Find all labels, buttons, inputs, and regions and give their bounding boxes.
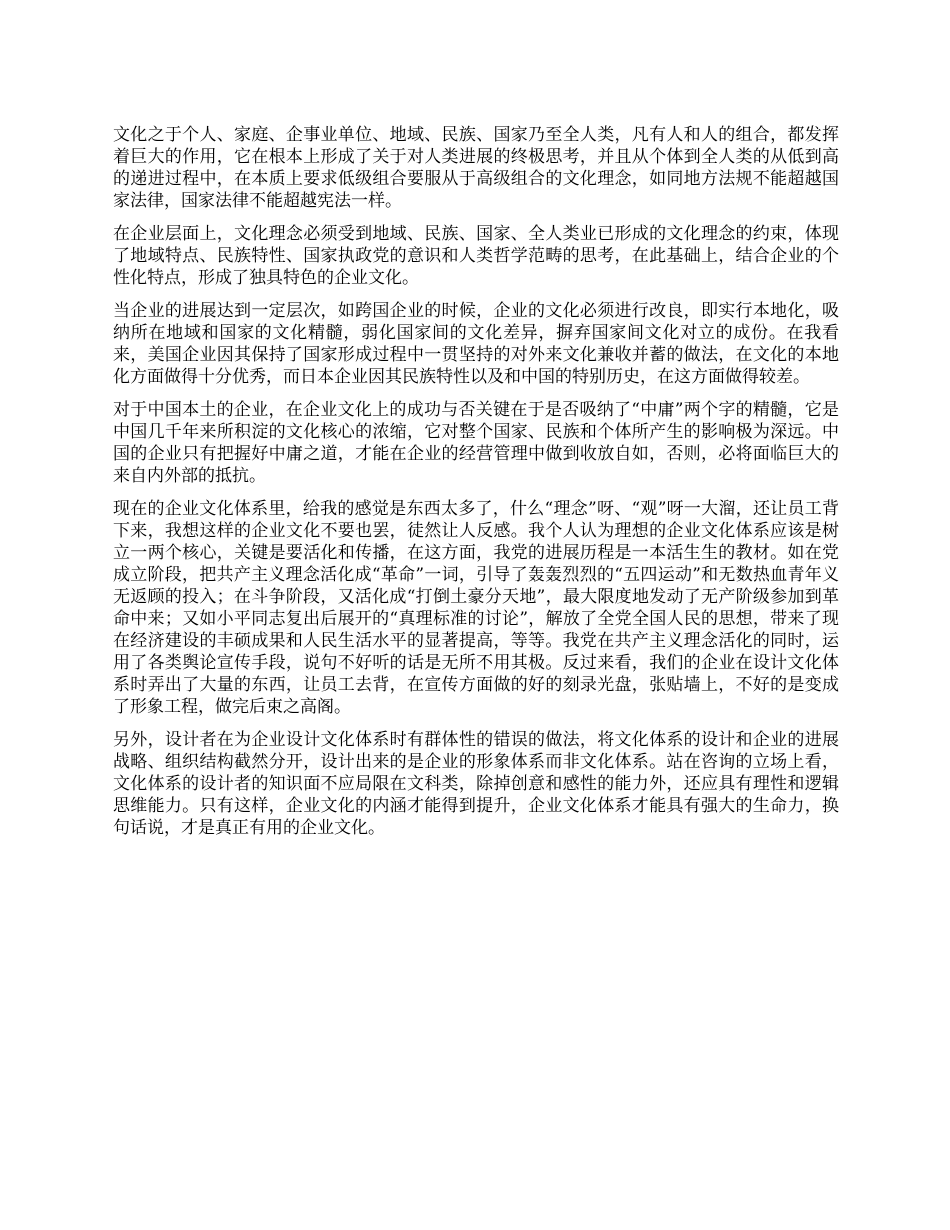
document-page	[113, 124, 839, 850]
paragraph-6: 另外，设计者在为企业设计文化体系时有群体性的错误的做法，将文化体系的设计和企业的进展战略、组织结构截然分开，设计出来的是企业的形象体系而非文化体系。站在咨询的立场上看，文化体系的设计者的知识面不应局限在文科类，除掉创意和感性的能力外，还应具有理性和逻辑思维能力。只有这样，企业文化的内涵才能得到提升，企业文化体系才能具有强大的生命力，换句话说，才是真正有用的企业文化。	[113, 730, 839, 838]
paragraph-1: 文化之于个人、家庭、企事业单位、地域、民族、国家乃至全人类，凡有人和人的组合，都发挥着巨大的作用，它在根本上形成了关于对人类进展的终极思考，并且从个体到全人类的从低到高的递进过程中，在本质上要求低级组合要服从于高级组合的文化理念，如同地方法规不能超越国家法律，国家法律不能超越宪法一样。	[113, 125, 839, 211]
paragraph-3: 当企业的进展达到一定层次，如跨国企业的时候，企业的文化必须进行改良，即实行本地化，吸纳所在地域和国家的文化精髓，弱化国家间的文化差异，摒弃国家间文化对立的成份。在我看来，美国企业因其保持了国家形成过程中一贯坚持的对外来文化兼收并蓄的做法，在文化的本地化方面做得十分优秀，而日本企业因其民族特性以及和中国的特别历史，在这方面做得较差。	[113, 301, 839, 387]
paragraph-2: 在企业层面上，文化理念必须受到地域、民族、国家、全人类业已形成的文化理念的约束，体现了地域特点、民族特性、国家执政党的意识和人类哲学范畴的思考，在此基础上，结合企业的个性化特点，形成了独具特色的企业文化。	[113, 224, 839, 288]
paragraph-4: 对于中国本土的企业，在企业文化上的成功与否关键在于是否吸纳了“中庸”两个字的精髓，它是中国几千年来所积淀的文化核心的浓缩，它对整个国家、民族和个体所产生的影响极为深远。中国的企业只有把握好中庸之道，才能在企业的经营管理中做到收放自如，否则，必将面临巨大的来自内外部的抵抗。	[113, 400, 839, 486]
paragraph-5: 现在的企业文化体系里，给我的感觉是东西太多了，什么“理念”呀、“观”呀一大溜，还让员工背下来，我想这样的企业文化不要也罢，徒然让人反感。我个人认为理想的企业文化体系应该是树立一两个核心，关键是要活化和传播，在这方面，我党的进展历程是一本活生生的教材。如在党成立阶段，把共产主义理念活化成“革命”一词，引导了轰轰烈烈的“五四运动”和无数热血青年义无返顾的投入；在斗争阶段，又活化成“打倒土豪分天地”，最大限度地发动了无产阶级参加到革命中来；又如小平同志复出后展开的“真理标准的讨论”，解放了全党全国人民的思想，带来了现在经济建设的丰硕成果和人民生活水平的显著提高，等等。我党在共产主义理念活化的同时，运用了各类舆论宣传手段，说句不好听的话是无所不用其极。反过来看，我们的企业在设计文化体系时弄出了大量的东西，让员工去背，在宣传方面做的好的刻录光盘，张贴墙上，不好的是变成了形象工程，做完后束之高阁。	[113, 499, 839, 717]
